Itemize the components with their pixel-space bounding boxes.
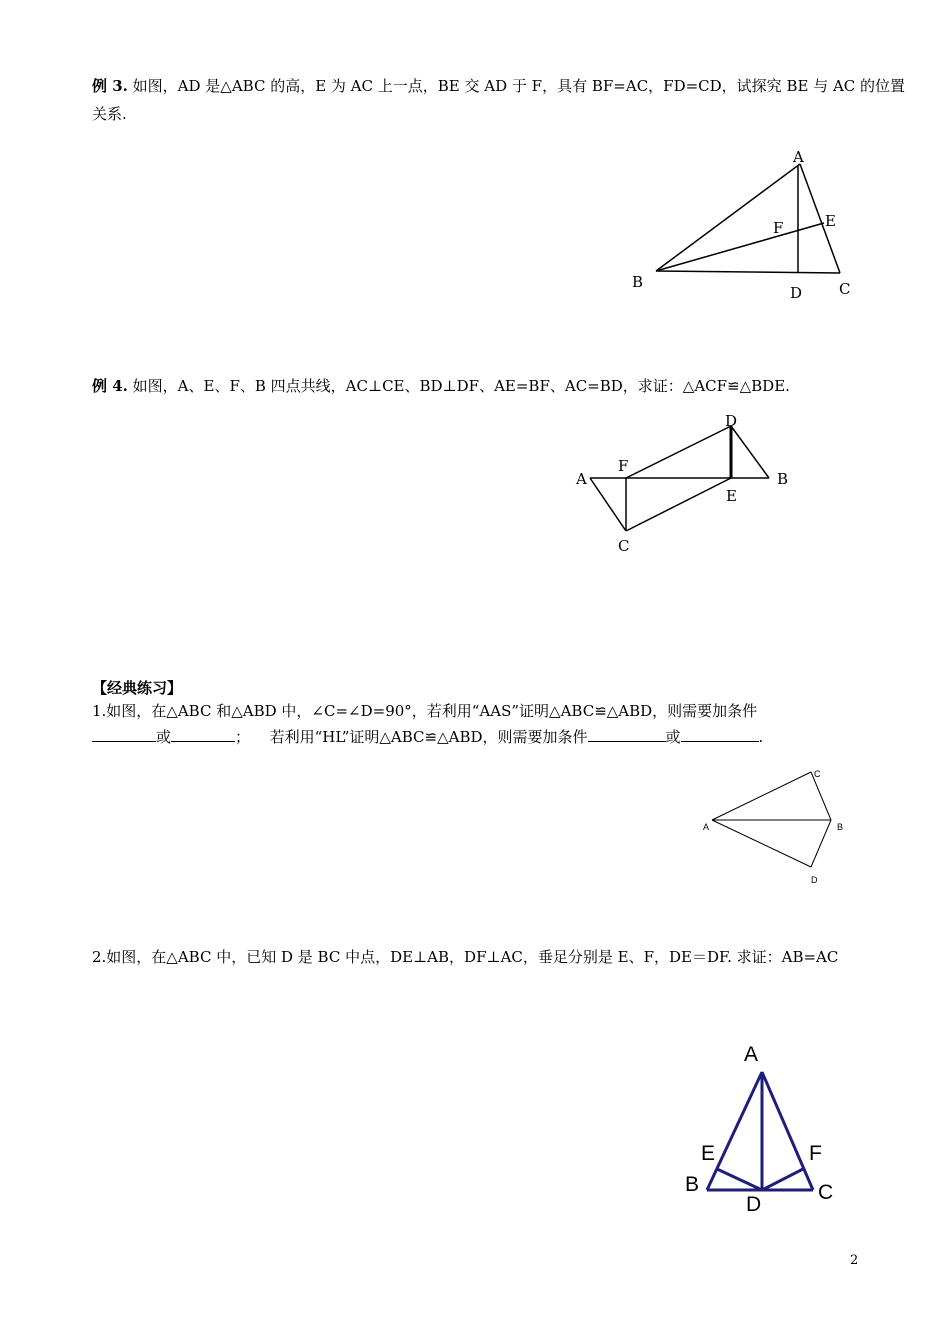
q1-blank-4[interactable] xyxy=(681,727,759,742)
label-e: E xyxy=(701,1142,716,1165)
q1-line2 xyxy=(92,725,862,750)
label-a: A xyxy=(744,1043,759,1066)
example3-paragraph xyxy=(92,74,906,99)
label-f: F xyxy=(809,1142,822,1165)
example4-paragraph xyxy=(92,374,862,399)
label-a: A xyxy=(703,822,710,832)
segment-be xyxy=(656,223,824,271)
segment-cb xyxy=(811,772,831,820)
label-c: C xyxy=(814,769,821,779)
label-c: C xyxy=(818,1181,834,1204)
segment-ac xyxy=(762,1072,813,1190)
example4-text: 如图，A、E、F、B 四点共线，AC⊥CE、BD⊥DF、AE=BF、AC=BD，求证：△ACF≌△BDE. xyxy=(132,377,790,395)
label-f: F xyxy=(618,457,629,475)
example3-line1: 如图，AD 是△ABC 的高，E 为 AC 上一点，BE 交 AD 于 F，具有 BF=AC，FD=CD，试探究 BE 与 AC 的位置 xyxy=(132,77,906,95)
label-b: B xyxy=(777,470,789,488)
segment-fd xyxy=(626,426,731,478)
label-e: E xyxy=(726,487,737,505)
label-d: D xyxy=(746,1193,762,1216)
label-b: B xyxy=(837,822,844,832)
example4-label: 例 4. xyxy=(92,377,128,395)
segment-ab xyxy=(707,1072,762,1190)
label-d: D xyxy=(725,412,738,430)
q1-or-1: 或 xyxy=(156,728,172,746)
label-e: E xyxy=(825,212,836,230)
segment-bc xyxy=(656,271,840,273)
label-a: A xyxy=(793,148,804,166)
q2-text: 2.如图，在△ABC 中，已知 D 是 BC 中点，DE⊥AB，DF⊥AC，垂足分别是 E、F，DE＝DF. 求证：AB=AC xyxy=(92,948,839,966)
label-b: B xyxy=(685,1173,700,1196)
label-f: F xyxy=(773,219,784,237)
label-d: D xyxy=(811,875,818,885)
segment-ce xyxy=(626,478,731,531)
segment-db xyxy=(811,820,831,867)
q2-figure xyxy=(670,1036,850,1222)
q1-blank-2[interactable] xyxy=(171,727,235,742)
example3-figure xyxy=(620,140,880,315)
example4-figure xyxy=(570,408,810,558)
label-a: A xyxy=(576,470,587,488)
segment-db xyxy=(731,426,769,478)
example3-label: 例 3. xyxy=(92,77,128,95)
segment-ac xyxy=(590,478,626,531)
q1-semicolon: ； xyxy=(235,728,251,746)
q1-blank-3[interactable] xyxy=(588,727,666,742)
segment-de xyxy=(717,1169,762,1190)
label-c: C xyxy=(618,537,630,555)
segment-ab xyxy=(656,164,800,271)
q1-blank-1[interactable] xyxy=(92,727,156,742)
label-d: D xyxy=(790,284,803,302)
q1-hl-text: 若利用“HL”证明△ABC≌△ABD，则需要加条件 xyxy=(269,728,588,746)
q1-or-2: 或 xyxy=(665,728,681,746)
segment-df xyxy=(762,1168,805,1190)
q1-end: . xyxy=(758,728,764,746)
segment-ac xyxy=(712,772,811,820)
page-number: 2 xyxy=(850,1253,859,1268)
label-b: B xyxy=(632,273,644,291)
q1-line1: 1.如图，在△ABC 和△ABD 中，∠C=∠D=90°，若利用“AAS”证明△ABC≌△ABD，则需要加条件 xyxy=(92,702,758,720)
practice-heading: 【经典练习】 xyxy=(92,679,183,697)
q1-figure xyxy=(695,762,865,892)
example3-line2: 关系. xyxy=(92,105,127,123)
label-c: C xyxy=(839,280,851,298)
segment-ad xyxy=(712,820,811,867)
